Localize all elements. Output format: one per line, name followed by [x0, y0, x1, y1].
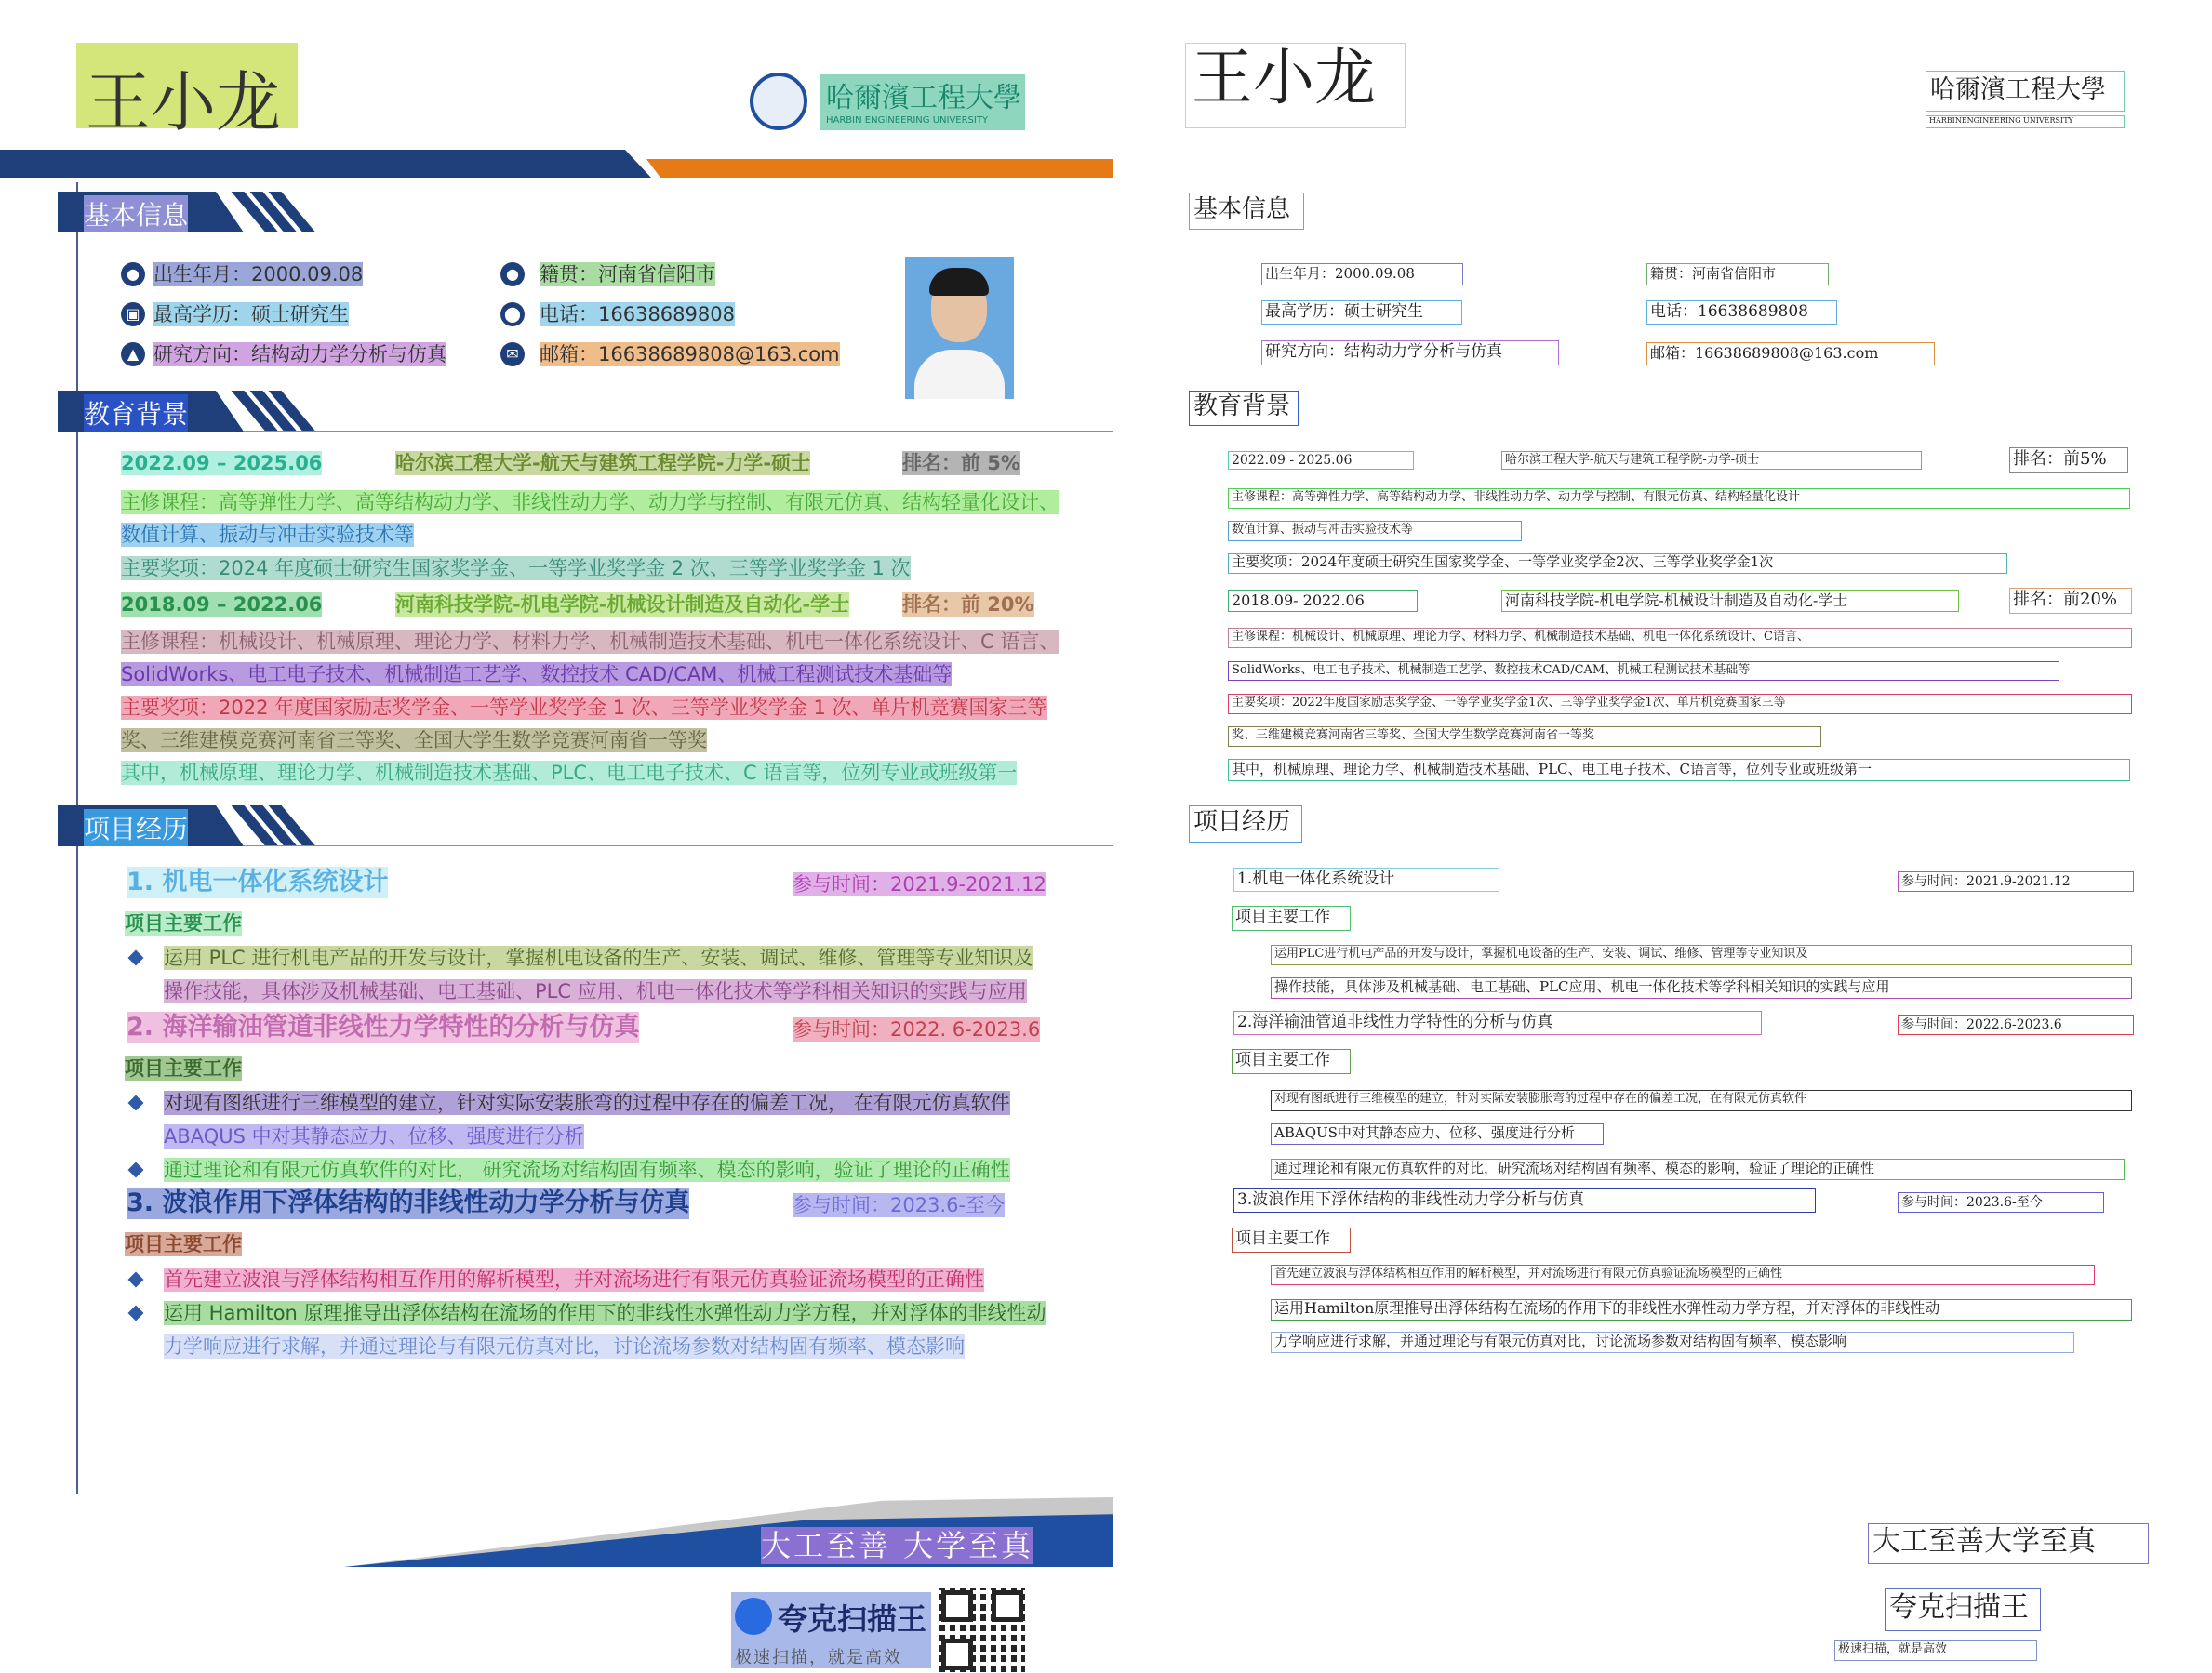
r-logo-en: HARBINENGINEERING UNIVERSITY	[1926, 115, 2125, 128]
r-e1-awards: 主要奖项：2024年度硕士研究生国家奖学金、一等学业奖学金2次、三等学业奖学金1次	[1228, 553, 2007, 574]
bullet-icon	[128, 1272, 144, 1288]
phone-text: 电话：16638689808	[540, 303, 735, 325]
r-e2-courses1: 主修课程：机械设计、机械原理、理论力学、材料力学、机械制造技术基础、机电一体化系统设计、C语言、	[1228, 628, 2132, 648]
native-text: 籍贯：河南省信阳市	[540, 263, 715, 285]
project3-time: 参与时间：2023.6-至今	[793, 1194, 1006, 1216]
birth-text: 出生年月：2000.09.08	[153, 263, 364, 285]
r-e2-awards1: 主要奖项：2022年度国家励志奖学金、一等学业奖学金1次、三等学业奖学金1次、单片机竞赛国家三等	[1228, 694, 2132, 714]
r-e1-rank: 排名：前5%	[2009, 447, 2128, 473]
edu1-awards: 主要奖项：2024 年度硕士研究生国家奖学金、一等学业奖学金 2 次、三等学业奖学金 1 次	[121, 557, 911, 579]
r-p3-a: 首先建立波浪与浮体结构相互作用的解析模型，并对流场进行有限元仿真验证流场模型的正确性	[1271, 1265, 2095, 1285]
qr-code	[939, 1588, 1025, 1672]
degree-icon: ▣	[121, 302, 145, 326]
project1-title: 1. 机电一体化系统设计	[127, 868, 389, 896]
r-p3-b: 运用Hamilton原理推导出浮体结构在流场的作用下的非线性水弹性动力学方程，并对浮体的非线性动	[1271, 1299, 2132, 1321]
r-e2-rank: 排名：前20%	[2009, 588, 2132, 614]
r-p2-b: ABAQUS中对其静态应力、位移、强度进行分析	[1271, 1123, 1604, 1145]
r-scanner: 夸克扫描王	[1885, 1588, 2041, 1631]
edu1-courses-line1: 主修课程：高等弹性力学、高等结构动力学、非线性动力学、动力学与控制、有限元仿真、结构轻量化设计、	[121, 491, 1059, 513]
project1-bullet1-line2: 操作技能，具体涉及机械基础、电工基础、PLC 应用、机电一体化技术等学科相关知识的实践与应用	[164, 980, 1027, 1002]
edu1-courses-line2: 数值计算、振动与冲击实验技术等	[121, 524, 414, 546]
r-p3-c: 力学响应进行求解，并通过理论与有限元仿真对比，讨论流场参数对结构固有频率、模态影响	[1271, 1332, 2074, 1353]
university-name-plate: 哈爾濱工程大學 HARBIN ENGINEERING UNIVERSITY	[820, 74, 1025, 130]
bullet-icon	[128, 1306, 144, 1321]
r-birth: 出生年月：2000.09.08	[1261, 263, 1463, 285]
header-band	[0, 150, 1113, 178]
r-slogan: 极速扫描，就是高效	[1834, 1640, 2037, 1661]
r-p3-title: 3.波浪作用下浮体结构的非线性动力学分析与仿真	[1233, 1188, 1816, 1213]
r-motto: 大工至善大学至真	[1868, 1523, 2149, 1564]
bullet-icon	[128, 950, 144, 966]
project3-bullet1: 首先建立波浪与浮体结构相互作用的解析模型，并对流场进行有限元仿真验证流场模型的正确性	[164, 1268, 984, 1291]
r-p2-time: 参与时间：2022.6-2023.6	[1898, 1015, 2134, 1035]
mail-icon: ✉	[500, 342, 525, 366]
r-p1-subtitle: 项目主要工作	[1232, 906, 1351, 931]
r-degree: 最高学历：硕士研究生	[1261, 300, 1462, 325]
project3-bullet2-line1: 运用 Hamilton 原理推导出浮体结构在流场的作用下的非线性水弹性动力学方程，并对浮体的非线性动	[164, 1302, 1046, 1324]
scanner-logo-icon	[735, 1598, 772, 1635]
r-p2-c: 通过理论和有限元仿真软件的对比，研究流场对结构固有频率、模态的影响，验证了理论的正确性	[1271, 1159, 2125, 1180]
r-p2-title: 2.海洋输油管道非线性力学特性的分析与仿真	[1233, 1011, 1762, 1035]
r-e1-date: 2022.09 - 2025.06	[1228, 451, 1414, 470]
edu2-courses-line2: SolidWorks、电工电子技术、机械制造工艺学、数控技术 CAD/CAM、机械工程测试技术基础等	[121, 663, 953, 685]
scanner-watermark: 夸克扫描王 极速扫描，就是高效	[731, 1592, 931, 1668]
r-e2-courses2: SolidWorks、电工电子技术、机械制造工艺学、数控技术CAD/CAM、机械工程测试技术基础等	[1228, 661, 2059, 681]
edu2-awards-line2: 奖、三维建模竞赛河南省三等奖、全国大学生数学竞赛河南省一等奖	[121, 729, 707, 751]
edu1-rank: 排名：前 5%	[902, 452, 1020, 474]
project1-subtitle: 项目主要工作	[125, 912, 242, 935]
r-research: 研究方向：结构动力学分析与仿真	[1261, 340, 1559, 365]
project3-title: 3. 波浪作用下浮体结构的非线性动力学分析与仿真	[127, 1188, 690, 1217]
edu2-date: 2018.09 – 2022.06	[121, 593, 323, 616]
r-email: 邮箱：16638689808@163.com	[1646, 342, 1935, 365]
email-text: 邮箱：16638689808@163.com	[540, 343, 840, 365]
university-seal-icon	[750, 73, 807, 130]
edu2-note: 其中，机械原理、理论力学、机械制造技术基础、PLC、电工电子技术、C 语言等，位列专业或班级第一	[121, 762, 1018, 784]
r-phone: 电话：16638689808	[1646, 300, 1837, 325]
r-p1-time: 参与时间：2021.9-2021.12	[1898, 871, 2134, 892]
r-p3-subtitle: 项目主要工作	[1232, 1228, 1351, 1253]
r-e1-courses2: 数值计算、振动与冲击实验技术等	[1228, 521, 1522, 541]
edu2-rank: 排名：前 20%	[902, 593, 1034, 616]
bullet-icon	[128, 1162, 144, 1178]
project2-subtitle: 项目主要工作	[125, 1057, 242, 1080]
r-e2-date: 2018.09- 2022.06	[1228, 590, 1418, 612]
research-text: 研究方向：结构动力学分析与仿真	[153, 343, 446, 365]
project2-bullet1-line2: ABAQUS 中对其静态应力、位移、强度进行分析	[164, 1125, 584, 1148]
edu1-date: 2022.09 – 2025.06	[121, 452, 323, 474]
edu2-awards-line1: 主要奖项：2022 年度国家励志奖学金、一等学业奖学金 1 次、三等学业奖学金 1 次、单片机竞赛国家三等	[121, 697, 1047, 719]
project3-bullet2-line2: 力学响应进行求解，并通过理论与有限元仿真对比，讨论流场参数对结构固有频率、模态影响	[164, 1335, 965, 1358]
project2-bullet2: 通过理论和有限元仿真软件的对比， 研究流场对结构固有频率、模态的影响，验证了理论的正确性	[164, 1159, 1010, 1181]
r-e2-note: 其中，机械原理、理论力学、机械制造技术基础、PLC、电工电子技术、C语言等，位列专业或班级第一	[1228, 759, 2130, 781]
project3-subtitle: 项目主要工作	[125, 1233, 242, 1255]
bullet-icon	[128, 1095, 144, 1111]
r-e2-school: 河南科技学院-机电学院-机械设计制造及自动化-学士	[1501, 590, 1959, 612]
r-p2-a: 对现有图纸进行三维模型的建立，针对实际安装膨胀弯的过程中存在的偏差工况，在有限元仿真软件	[1271, 1090, 2132, 1111]
r-p3-time: 参与时间：2023.6-至今	[1898, 1192, 2104, 1213]
edu2-school: 河南科技学院-机电学院-机械设计制造及自动化-学士	[395, 593, 850, 616]
r-p1-a: 运用PLC进行机电产品的开发与设计，掌握机电设备的生产、安装、调试、维修、管理等专业知识及	[1271, 945, 2132, 965]
edu2-courses-line1: 主修课程：机械设计、机械原理、理论力学、材料力学、机械制造技术基础、机电一体化系统设计、C 语言、	[121, 631, 1059, 653]
graduation-cap-icon: ▲	[121, 342, 145, 366]
r-p1-title: 1.机电一体化系统设计	[1233, 868, 1499, 892]
r-logo-cn: 哈爾濱工程大學	[1926, 71, 2125, 112]
r-name: 王小龙	[1185, 43, 1406, 128]
r-native: 籍贯：河南省信阳市	[1646, 263, 1829, 285]
user-icon: ●	[500, 262, 525, 286]
location-pin-icon: ⬤	[500, 302, 525, 326]
r-e1-courses1: 主修课程：高等弹性力学、高等结构动力学、非线性动力学、动力学与控制、有限元仿真、结构轻量化设计	[1228, 488, 2130, 509]
profile-photo	[905, 257, 1014, 399]
r-section-edu: 教育背景	[1189, 391, 1299, 426]
project2-title: 2. 海洋输油管道非线性力学特性的分析与仿真	[127, 1013, 640, 1042]
motto-text: 大工至善 大学至真	[761, 1528, 1034, 1563]
r-p2-subtitle: 项目主要工作	[1232, 1049, 1351, 1074]
r-e1-school: 哈尔滨工程大学-航天与建筑工程学院-力学-硕士	[1501, 451, 1922, 470]
r-section-basic: 基本信息	[1189, 193, 1304, 230]
project2-time: 参与时间：2022. 6-2023.6	[793, 1018, 1041, 1041]
project1-time: 参与时间：2021.9-2021.12	[793, 873, 1046, 896]
edu1-school: 哈尔滨工程大学-航天与建筑工程学院-力学-硕士	[395, 452, 811, 474]
name-heading: 王小龙	[76, 43, 298, 128]
project1-bullet1-line1: 运用 PLC 进行机电产品的开发与设计，掌握机电设备的生产、安装、调试、维修、管理等专业知识及	[164, 947, 1033, 969]
r-p1-b: 操作技能，具体涉及机械基础、电工基础、PLC应用、机电一体化技术等学科相关知识的实践与应用	[1271, 977, 2132, 999]
r-section-projects: 项目经历	[1189, 805, 1302, 843]
person-icon: ●	[121, 262, 145, 286]
project2-bullet1-line1: 对现有图纸进行三维模型的建立，针对实际安装胀弯的过程中存在的偏差工况， 在有限元仿真软件	[164, 1092, 1010, 1114]
degree-text: 最高学历：硕士研究生	[153, 303, 349, 325]
r-e2-awards2: 奖、三维建模竞赛河南省三等奖、全国大学生数学竞赛河南省一等奖	[1228, 726, 1821, 747]
